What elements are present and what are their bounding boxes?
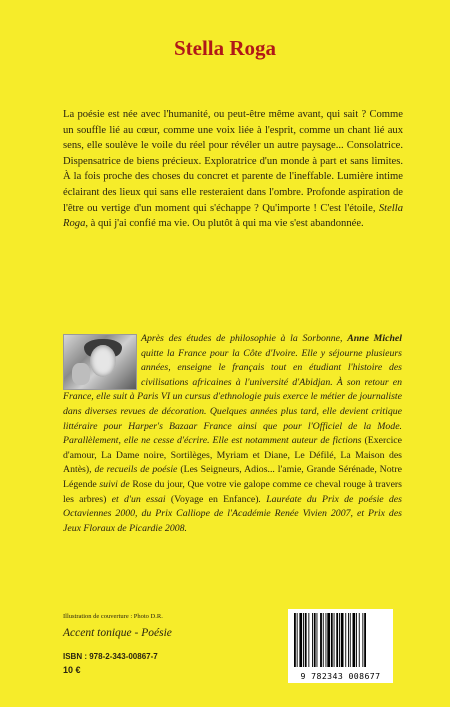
intro-emphasis: Stella Roga bbox=[63, 202, 403, 230]
barcode bbox=[288, 609, 393, 683]
author-name: Anne Michel bbox=[347, 333, 402, 344]
collection-name: Accent tonique - Poésie bbox=[63, 627, 172, 639]
intro-part-1: La poésie est née avec l'humanité, ou peut-être même avant, qui sait ? Comme un souffle lié au cœur, comme une voix liée à l'esprit, comme un chant lié aux sens, elle soulève le voile du réel pour révéler un autre paysage... Consolatrice. Dispensatrice de biens précieux. Exploratrice d'un monde à part et sans limites. À la fois proche des choses du concret et parente de l'ineffable. Lumière intime éclairant des lieux qui sans elle resteraient dans l'ombre. Profonde aspiration de l'être ou vertige d'un moment qui s'échappe ? Qu'importe ! C'est l'étoile, bbox=[63, 109, 403, 214]
intro-text bbox=[63, 107, 403, 232]
author-bio: Après des études de philosophie à la Sorbonne, Anne Michel quitte la France pour la Côte d'Ivoire. Elle y séjourne plusieurs années, enseigne le français tout en étudiant l'histoire des civilisations africaines à l'université d'Abidjan. À son retour en France, elle suit à Paris VI un cursus d'ethnologie puis exerce le métier de journaliste dans diverses revues de décoration. Quelques années plus tard, elle devient critique littéraire pour Harper's Bazaar France ainsi que pour l'Officiel de la Mode. Parallèlement, elle ne cesse d'écrire. Elle est notamment auteur de fictions (Exercice d'amour, La Dame noire, Sortilèges, Myriam et Diane, Le Défilé, La Maison des Antès), de recueils de poésie (Les Seigneurs, Adios... l'amie, Grande Sérénade, Notre Légende suivi de Rose du jour, Que votre vie galope comme ce cheval rouge à travers les arbres) et d'un essai (Voyage en Enfance). Lauréate du Prix de poésie des Octaviennes 2000, du Prix Calliope de l'Académie Renée Vivien 2007, et Prix des Jeux Floraux de Picardie 2008. bbox=[63, 333, 402, 534]
intro-part-2: , à qui j'ai confié ma vie. Ou plutôt à qui ma vie s'est abandonnée. bbox=[85, 218, 364, 230]
barcode-bars bbox=[292, 613, 389, 669]
illustration-credit: Illustration de couverture : Photo D.R. bbox=[63, 613, 163, 620]
price: 10 € bbox=[63, 665, 81, 675]
isbn: ISBN : 978-2-343-00867-7 bbox=[63, 652, 158, 661]
barcode-number: 9 782343 008677 bbox=[300, 671, 381, 681]
book-title: Stella Roga bbox=[173, 36, 277, 60]
